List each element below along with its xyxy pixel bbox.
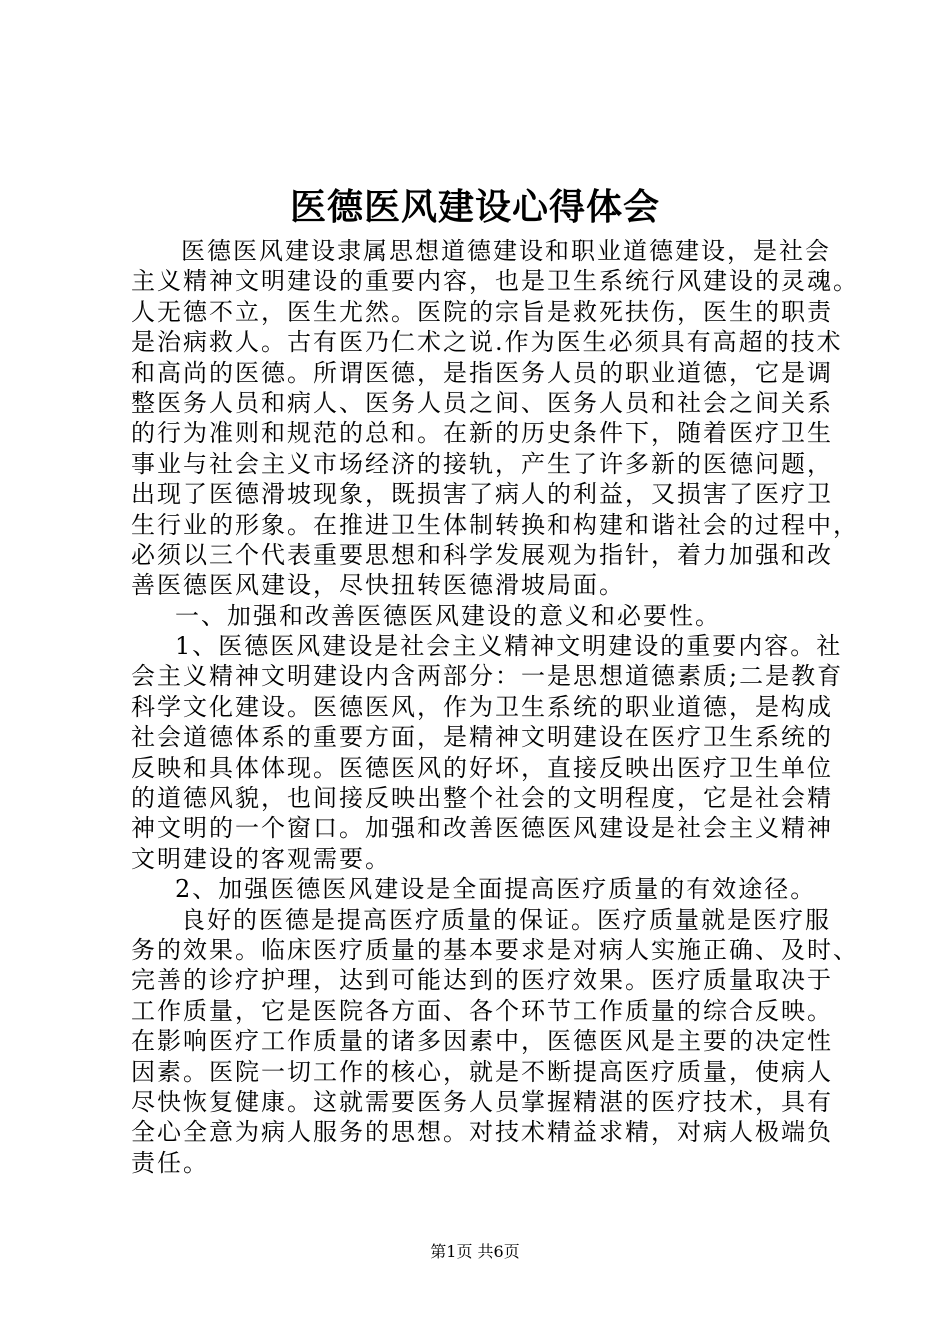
text-line: 必须以三个代表重要思想和科学发展观为指针，着力加强和改 [131,540,833,569]
text-line: 生行业的形象。在推进卫生体制转换和构建和谐社会的过程中， [131,510,859,539]
text-line: 会主义精神文明建设内含两部分：一是思想道德素质;二是教育 [131,662,844,691]
text-line: 的道德风貌，也间接反映出整个社会的文明程度，它是社会精 [131,784,833,813]
text-line: 完善的诊疗护理，达到可能达到的医疗效果。医疗质量取决于 [131,966,833,995]
text-line: 良好的医德是提高医疗质量的保证。医疗质量就是医疗服 [181,905,831,934]
text-line: 神文明的一个窗口。加强和改善医德医风建设是社会主义精神 [131,814,833,843]
page-title: 医德医风建设心得体会 [289,187,660,228]
text-line: 因素。医院一切工作的核心，就是不断提高医疗质量，使病人 [131,1057,833,1086]
text-line: 在影响医疗工作质量的诸多因素中，医德医风是主要的决定性 [131,1027,833,1056]
subsection-heading: 2、加强医德医风建设是全面提高医疗质量的有效途径。 [175,875,817,904]
text-line: 的行为准则和规范的总和。在新的历史条件下，随着医疗卫生 [131,419,833,448]
text-line: 文明建设的客观需要。 [131,844,391,873]
text-line: 尽快恢复健康。这就需要医务人员掌握精湛的医疗技术，具有 [131,1087,833,1116]
text-line: 责任。 [131,1148,209,1177]
text-line: 社会道德体系的重要方面，是精神文明建设在医疗卫生系统的 [131,723,833,752]
page-number: 第1页 共6页 [430,1242,520,1261]
section-heading: 一、加强和改善医德医风建设的意义和必要性。 [175,601,721,630]
text-line: 善医德医风建设，尽快扭转医德滑坡局面。 [131,571,625,600]
text-line: 整医务人员和病人、医务人员之间、医务人员和社会之间关系 [131,388,833,417]
text-line: 和高尚的医德。所谓医德，是指医务人员的职业道德，它是调 [131,358,833,387]
text-line: 是治病救人。古有医乃仁术之说.作为医生必须具有高超的技术 [131,328,843,357]
text-line: 全心全意为病人服务的思想。对技术精益求精，对病人极端负 [131,1118,833,1147]
text-line: 出现了医德滑坡现象，既损害了病人的利益，又损害了医疗卫 [131,480,833,509]
text-line: 反映和具体体现。医德医风的好坏，直接反映出医疗卫生单位 [131,753,833,782]
text-line: 医德医风建设隶属思想道德建设和职业道德建设，是社会 [181,237,831,265]
text-line: 事业与社会主义市场经济的接轨，产生了许多新的医德问题， [131,449,833,478]
text-line: 务的效果。临床医疗质量的基本要求是对病人实施正确、及时、 [131,935,859,964]
text-line: 主义精神文明建设的重要内容，也是卫生系统行风建设的灵魂。 [131,267,859,296]
text-line: 工作质量，它是医院各方面、各个环节工作质量的综合反映。 [131,996,833,1025]
subsection-heading: 1、医德医风建设是社会主义精神文明建设的重要内容。社 [175,632,843,661]
document-body [131,236,859,1178]
text-line: 人无德不立，医生尤然。医院的宗旨是救死扶伤，医生的职责 [131,297,833,326]
text-line: 科学文化建设。医德医风，作为卫生系统的职业道德，是构成 [131,692,833,721]
